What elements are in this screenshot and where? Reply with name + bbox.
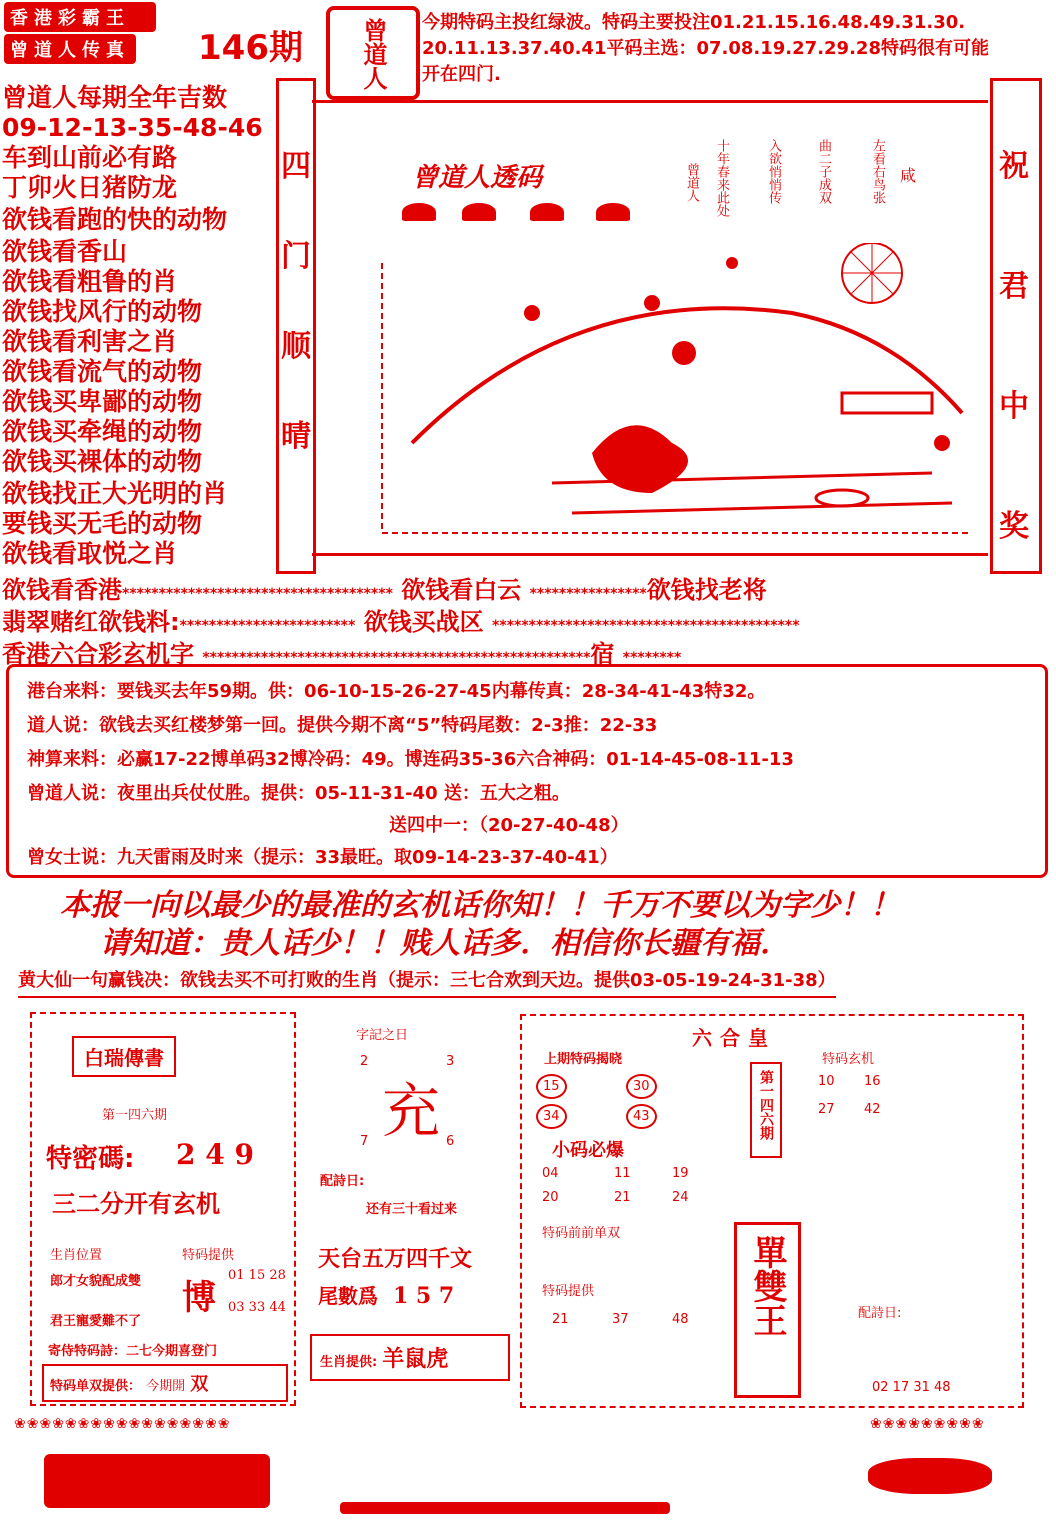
top-text-line: 开在四门. <box>422 64 501 85</box>
bm-corner-num: 3 <box>446 1054 455 1069</box>
left-line: 欲钱看流气的动物 <box>2 357 203 386</box>
br-num: 10 <box>818 1074 835 1089</box>
info-line: 曾女士说：九天雷雨及时来（提示：33最旺。取09-14-23-37-40-41） <box>27 847 618 868</box>
footer-bar <box>340 1502 670 1514</box>
pillar-char: 奖 <box>999 509 1029 544</box>
left-line: 欲钱看香山 <box>2 237 128 266</box>
landscape-illustration <box>372 243 972 543</box>
bl-shengxiao-label: 生肖位置 <box>50 1248 103 1263</box>
left-line: 要钱买无毛的动物 <box>2 509 203 538</box>
scroll-left-pillar <box>276 78 316 574</box>
br-num: 43 <box>626 1104 657 1129</box>
br-num: 30 <box>626 1074 657 1099</box>
scroll-right-pillar <box>990 78 1042 574</box>
br-num: 04 <box>542 1166 559 1181</box>
bl-special-poem: 寄侍特码詩：二七今期喜登门 <box>48 1344 218 1359</box>
top-text-line: 20.11.13.37.40.41平码主选：07.08.19.27.29.28特码很有可能 <box>422 38 989 59</box>
info-line: 神算来料：必赢17-22博单码32博冷码：49。博连码35-36六合神码：01-14-45-08-11-13 <box>27 749 794 770</box>
br-num: 27 <box>818 1102 835 1117</box>
bl-danshuang-text: 今期開 <box>146 1379 186 1394</box>
footer-ornament-right <box>868 1458 992 1494</box>
br-num: 19 <box>672 1166 689 1181</box>
br-num: 16 <box>864 1074 881 1089</box>
br-xiaoma-label: 小码必爆 <box>552 1140 624 1161</box>
bm-peishi-text: 还有三十看过来 <box>366 1202 458 1217</box>
seal <box>326 6 420 100</box>
scroll-title: 曾道人透码 <box>412 163 543 193</box>
bm-shengxiao <box>310 1334 510 1381</box>
br-num: 48 <box>672 1312 689 1327</box>
br-big-vertical: 單雙王 <box>734 1222 801 1398</box>
mid-row-3: 香港六合彩玄机字 *****************************************************宿 ******** <box>2 640 682 668</box>
mid-text: 欲钱找老将 <box>646 576 767 604</box>
br-zhuan-label: 特码前前单双 <box>542 1226 621 1241</box>
br-tema-label: 特码玄机 <box>822 1052 875 1067</box>
pillar-char: 顺 <box>281 329 311 364</box>
left-line: 欲钱找正大光明的肖 <box>2 479 228 508</box>
mid-text: 香港六合彩玄机字 <box>2 640 194 668</box>
slogan-line1: 本报一向以最少的最准的玄机话你知！！千万不要以为字少！！ <box>60 888 900 923</box>
br-teji-label: 特码提供 <box>542 1284 595 1299</box>
pillar-char: 君 <box>999 269 1029 304</box>
pillar-char: 晴 <box>281 419 311 454</box>
ball-decoration <box>596 203 630 221</box>
bl-danshuang-value: 双 <box>190 1374 209 1395</box>
br-num: 11 <box>614 1166 631 1181</box>
mid-text: 翡翠赌红欲钱料: <box>2 608 180 636</box>
poem-column: 入欲悄悄传 <box>766 139 781 204</box>
poem-corner-char: 咸 <box>900 166 917 185</box>
br-title: 六合皇 <box>692 1026 776 1050</box>
top-text <box>422 10 989 88</box>
poem-column: 十年春来此处 <box>714 139 729 217</box>
bl-poem1: 郎才女貌配成雙 <box>50 1274 142 1289</box>
mid-text: 欲钱买战区 <box>363 608 484 636</box>
br-num: 37 <box>612 1312 629 1327</box>
bl-issue: 第一四六期 <box>102 1108 168 1123</box>
left-line: 09-12-13-35-48-46 <box>2 113 263 142</box>
pillar-char: 四 <box>281 149 311 184</box>
bm-shengxiao-value: 羊鼠虎 <box>382 1346 449 1372</box>
left-line: 欲钱买牵绳的动物 <box>2 417 203 446</box>
br-num: 34 <box>536 1104 567 1129</box>
bottom-left-panel <box>30 1012 296 1406</box>
left-line: 欲钱看跑的快的动物 <box>2 205 228 234</box>
footer-dots-right: ❀❀❀❀❀❀❀❀❀ <box>870 1416 985 1432</box>
ball-decoration <box>530 203 564 221</box>
bl-big-char: 博 <box>182 1278 216 1318</box>
pillar-char: 门 <box>281 239 311 274</box>
mid-text: 欲钱看白云 <box>401 576 522 604</box>
bl-tejiang-label: 特码提供 <box>182 1248 235 1263</box>
masthead <box>4 2 164 61</box>
br-num: 42 <box>864 1102 881 1117</box>
bm-corner-num: 6 <box>446 1134 455 1149</box>
left-line: 欲钱看取悦之肖 <box>2 539 178 568</box>
bm-peishi-label: 配詩日: <box>320 1174 365 1189</box>
br-last-label: 上期特码揭晓 <box>544 1052 623 1067</box>
left-line: 欲钱找风行的动物 <box>2 297 203 326</box>
info-line: 曾道人说：夜里出兵仗仗胜。提供：05-11-31-40 送：五大之粗。 <box>27 783 570 804</box>
mid-row-1: 欲钱看香港************************************* 欲钱看白云 ****************欲钱找老将 <box>2 576 767 604</box>
bl-phrase: 三二分开有玄机 <box>52 1189 220 1218</box>
bm-tiantai: 天台五万四千文 <box>318 1247 473 1272</box>
info-line: 港台来料：要钱买去年59期。供：06-10-15-26-27-45内幕传真：28-34-41-43特32。 <box>27 681 766 702</box>
poem-column: 左看右鸟张 <box>870 139 885 204</box>
bottom-right-panel <box>520 1014 1024 1408</box>
bm-weishu-value: 1 5 7 <box>392 1283 455 1309</box>
bl-teme-value: 2 4 9 <box>176 1138 254 1171</box>
left-line: 欲钱看粗鲁的肖 <box>2 267 178 296</box>
masthead-line1: 香港彩霸王 <box>4 2 156 32</box>
bm-corner-num: 7 <box>360 1134 369 1149</box>
left-line: 丁卯火日猪防龙 <box>2 173 178 202</box>
info-box <box>6 664 1048 878</box>
br-peishi-label: 配詩日: <box>858 1306 902 1321</box>
pillar-char: 祝 <box>999 149 1029 184</box>
br-num: 15 <box>536 1074 567 1099</box>
issue-number: 146期 <box>198 28 303 68</box>
bl-nums2: 03 33 44 <box>228 1300 286 1315</box>
top-text-line: 今期特码主投红绿波。特码主要投注01.21.15.16.48.49.31.30. <box>422 12 966 33</box>
bm-big-char: 充 <box>382 1077 441 1145</box>
bottom-mid-panel <box>306 1020 510 1400</box>
pillar-char: 中 <box>999 389 1029 424</box>
poem-column: 曾道人 <box>684 163 699 202</box>
slogan-line2: 请知道：贵人话少！！贱人话多．相信你长疆有福． <box>100 926 790 961</box>
poem-column: 曲二子成双 <box>816 139 831 204</box>
bm-corner-num: 2 <box>360 1054 369 1069</box>
scroll-picture <box>312 100 988 556</box>
bl-teme-label: 特密碼: <box>46 1144 135 1174</box>
huang-line: 黄大仙一句赢钱决：欲钱去买不可打败的生肖（提示：三七合欢到天边。提供03-05-19-24-31-38） <box>18 966 836 998</box>
mid-text: 欲钱看香港 <box>2 576 122 604</box>
left-line: 欲钱买裸体的动物 <box>2 447 203 476</box>
masthead-line2: 曾道人传真 <box>4 34 136 64</box>
br-issue-box: 第一四六期 <box>750 1062 782 1158</box>
bl-poem2: 君王寵愛難不了 <box>50 1314 142 1329</box>
br-last-nums-row: 02 17 31 48 <box>872 1380 951 1395</box>
br-num: 24 <box>672 1190 689 1205</box>
info-line: 道人说：欲钱去买红楼梦第一回。提供今期不离“5”特码尾数：2-3推：22-33 <box>27 715 658 736</box>
bm-header: 字記之日 <box>356 1028 409 1043</box>
info-line: 送四中一：（20-27-40-48） <box>389 815 629 836</box>
bm-shengxiao-label: 生肖提供: <box>320 1355 378 1370</box>
ball-decoration <box>402 203 436 221</box>
left-line: 曾道人每期全年吉数 <box>2 83 228 112</box>
bl-danshuang <box>42 1364 288 1402</box>
br-num: 21 <box>552 1312 569 1327</box>
bl-title: 白瑞傳書 <box>72 1036 176 1077</box>
bl-danshuang-label: 特码单双提供： <box>50 1379 142 1394</box>
br-num: 21 <box>614 1190 631 1205</box>
br-num: 20 <box>542 1190 559 1205</box>
bl-nums1: 01 15 28 <box>228 1268 286 1283</box>
left-line: 欲钱买卑鄙的动物 <box>2 387 203 416</box>
seal-text: 曾道人 <box>359 18 387 90</box>
ball-decoration <box>462 203 496 221</box>
mid-text: 宿 <box>590 640 615 668</box>
bm-weishu <box>318 1280 454 1309</box>
bm-weishu-label: 尾數爲 <box>318 1284 378 1308</box>
left-line: 车到山前必有路 <box>2 143 178 172</box>
footer-ornament-left <box>44 1454 270 1508</box>
footer-dots-left: ❀❀❀❀❀❀❀❀❀❀❀❀❀❀❀❀❀ <box>14 1416 231 1432</box>
left-line: 欲钱看利害之肖 <box>2 327 178 356</box>
mid-row-2: 翡翠赌红欲钱料:************************ 欲钱买战区 ****************************************** <box>2 608 800 636</box>
